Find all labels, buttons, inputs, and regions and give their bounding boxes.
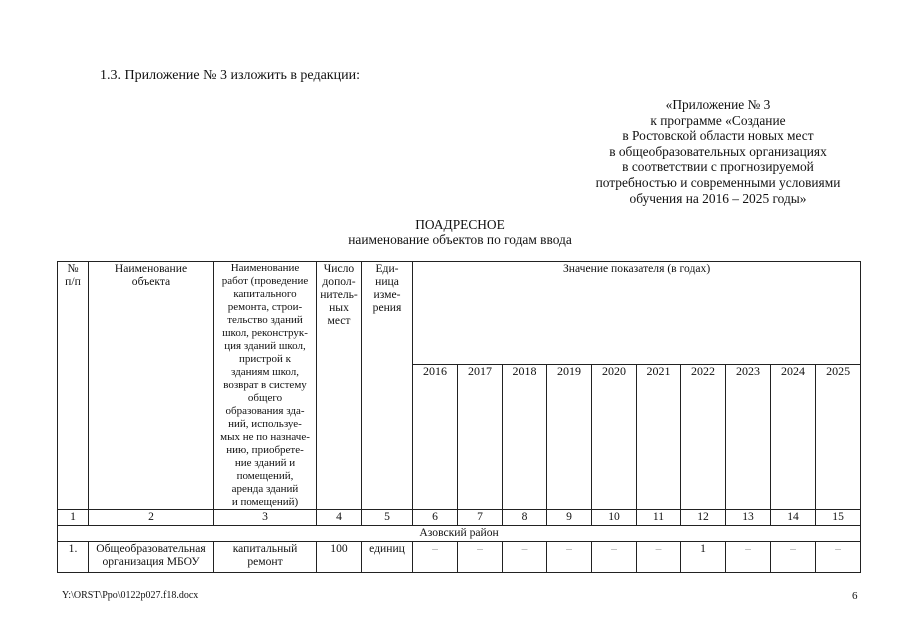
row-value: – [726, 542, 771, 573]
row-places: 100 [317, 542, 362, 573]
appendix-line: в Ростовской области новых мест [622, 128, 814, 144]
year-header: 2018 [503, 365, 547, 510]
appendix-line: потребностью и современными условиями [595, 174, 841, 190]
column-number-row [58, 510, 861, 526]
year-header: 2024 [771, 365, 816, 510]
row-value: – [637, 542, 681, 573]
appendix-block [568, 97, 868, 206]
column-number: 15 [816, 510, 861, 526]
table-heading [240, 217, 680, 247]
header-work: Наименование работ (проведение капитального ремонта, строи- тельство зданий школ, реконструк- ция зданий школ, пристрой к зданиям школ, возврат в систему общего образования зда- ний, используе- мых не по назначе- нию, приобрете- ние зданий и помещений, аренда зданий и помещений) [214, 262, 317, 510]
year-header: 2022 [681, 365, 726, 510]
row-num: 1. [58, 542, 89, 573]
row-value: – [458, 542, 503, 573]
column-number: 9 [547, 510, 592, 526]
row-value: – [771, 542, 816, 573]
year-header: 2016 [413, 365, 458, 510]
column-number: 11 [637, 510, 681, 526]
column-number: 2 [89, 510, 214, 526]
header-unit: Еди- ница изме- рения [362, 262, 413, 510]
region-name: Азовский район [58, 526, 861, 542]
objects-table [57, 261, 861, 573]
column-number: 7 [458, 510, 503, 526]
table-row [58, 542, 861, 573]
heading-title: ПОАДРЕСНОЕ [415, 217, 505, 232]
row-object: Общеобразовательная организация МБОУ [89, 542, 214, 573]
row-value: – [816, 542, 861, 573]
year-header: 2020 [592, 365, 637, 510]
header-object: Наименование объекта [89, 262, 214, 510]
header-years-group: Значение показателя (в годах) [413, 262, 861, 365]
column-number: 10 [592, 510, 637, 526]
column-number: 4 [317, 510, 362, 526]
column-number: 5 [362, 510, 413, 526]
row-value: – [413, 542, 458, 573]
year-header: 2019 [547, 365, 592, 510]
footer-file-path: Y:\ORST\Ppo\0122p027.f18.docx [62, 590, 199, 601]
appendix-line: в соответствии с прогнозируемой [622, 159, 814, 175]
row-value: – [503, 542, 547, 573]
year-header: 2023 [726, 365, 771, 510]
appendix-line: к программе «Создание [650, 112, 786, 128]
year-header: 2025 [816, 365, 861, 510]
year-header: 2021 [637, 365, 681, 510]
column-number: 12 [681, 510, 726, 526]
row-unit: единиц [362, 542, 413, 573]
row-value: – [592, 542, 637, 573]
header-num: № п/п [58, 262, 89, 510]
row-value: 1 [681, 542, 726, 573]
column-number: 14 [771, 510, 816, 526]
page-number: 6 [852, 590, 858, 602]
column-number: 8 [503, 510, 547, 526]
year-header: 2017 [458, 365, 503, 510]
intro-text: 1.3. Приложение № 3 изложить в редакции: [100, 68, 360, 83]
header-places: Число допол- нитель- ных мест [317, 262, 362, 510]
appendix-line: «Приложение № 3 [665, 97, 771, 112]
column-number: 3 [214, 510, 317, 526]
column-number: 1 [58, 510, 89, 526]
column-number: 13 [726, 510, 771, 526]
row-work: капитальный ремонт [214, 542, 317, 573]
heading-subtitle: наименование объектов по годам ввода [348, 232, 572, 247]
region-row [58, 526, 861, 542]
appendix-line: обучения на 2016 – 2025 годы» [629, 190, 807, 206]
appendix-line: в общеобразовательных организациях [609, 143, 827, 159]
row-value: – [547, 542, 592, 573]
header-row-1 [58, 262, 861, 365]
column-number: 6 [413, 510, 458, 526]
